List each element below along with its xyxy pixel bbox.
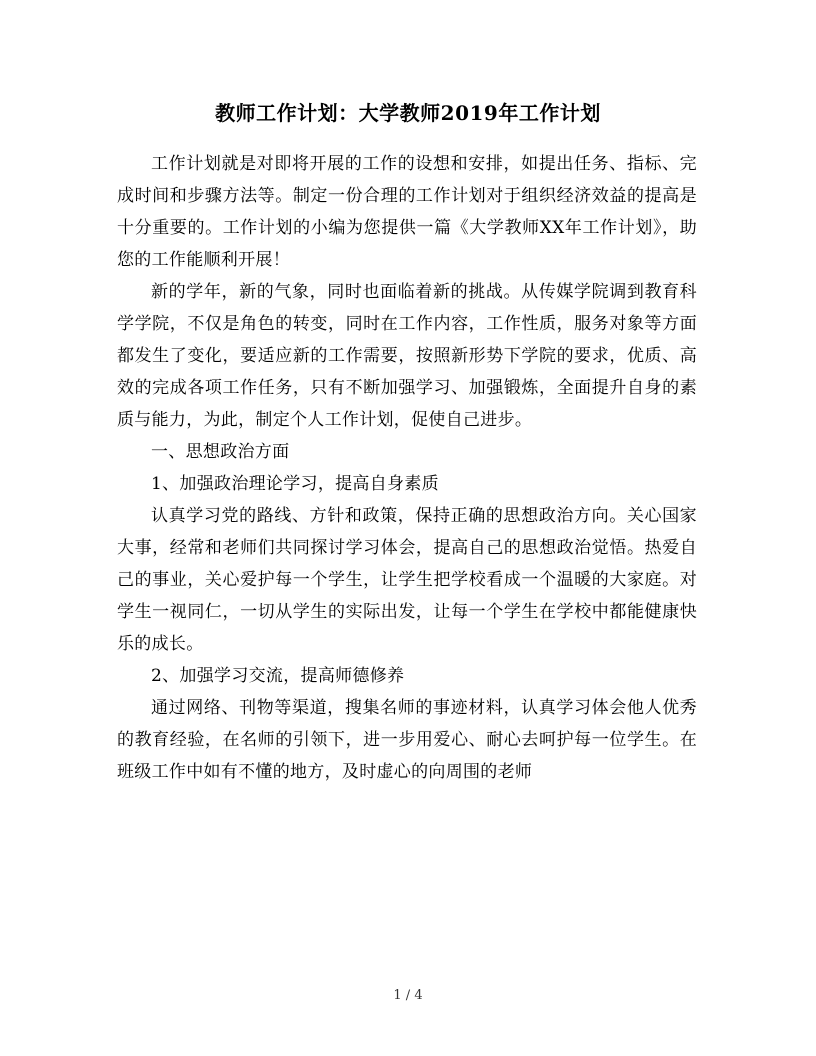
document-title: 教师工作计划：大学教师2019年工作计划: [215, 101, 601, 125]
section-heading-ideology: 一、思想政治方面: [151, 442, 290, 462]
paragraph-political-study: 认真学习党的路线、方针和政策，保持正确的思想政治方向。关心国家大事，经常和老师们共同探讨学习体会，提高自己的思想政治觉悟。热爱自己的事业，关心爱护每一个学生，让学生把学校看成一个温暖的大家庭。对学生一视同仁，一切从学生的实际出发，让每一个学生在学校中都能健康快乐的成长。: [117, 506, 697, 654]
subheading-political-study: 1、加强政治理论学习，提高自身素质: [151, 474, 439, 494]
page-number: 1 / 4: [393, 988, 423, 1003]
paragraph-teacher-ethics: 通过网络、刊物等渠道，搜集名师的事迹材料，认真学习体会他人优秀的教育经验，在名师的引领下，进一步用爱心、耐心去呵护每一位学生。在班级工作中如有不懂的地方，及时虚心的向周围的老师: [117, 698, 697, 782]
document-body: [117, 148, 697, 788]
paragraph-new-semester: 新的学年，新的气象，同时也面临着新的挑战。从传媒学院调到教育科学学院，不仅是角色的转变，同时在工作内容，工作性质，服务对象等方面都发生了变化，要适应新的工作需要，按照新形势下学院的要求，优质、高效的完成各项工作任务，只有不断加强学习、加强锻炼，全面提升自身的素质与能力，为此，制定个人工作计划，促使自己进步。: [117, 282, 697, 430]
subheading-teacher-ethics: 2、加强学习交流，提高师德修养: [151, 666, 405, 686]
paragraph-intro: 工作计划就是对即将开展的工作的设想和安排，如提出任务、指标、完成时间和步骤方法等。制定一份合理的工作计划对于组织经济效益的提高是十分重要的。工作计划的小编为您提供一篇《大学教师XX年工作计划》，助您的工作能顺利开展！: [117, 154, 697, 270]
